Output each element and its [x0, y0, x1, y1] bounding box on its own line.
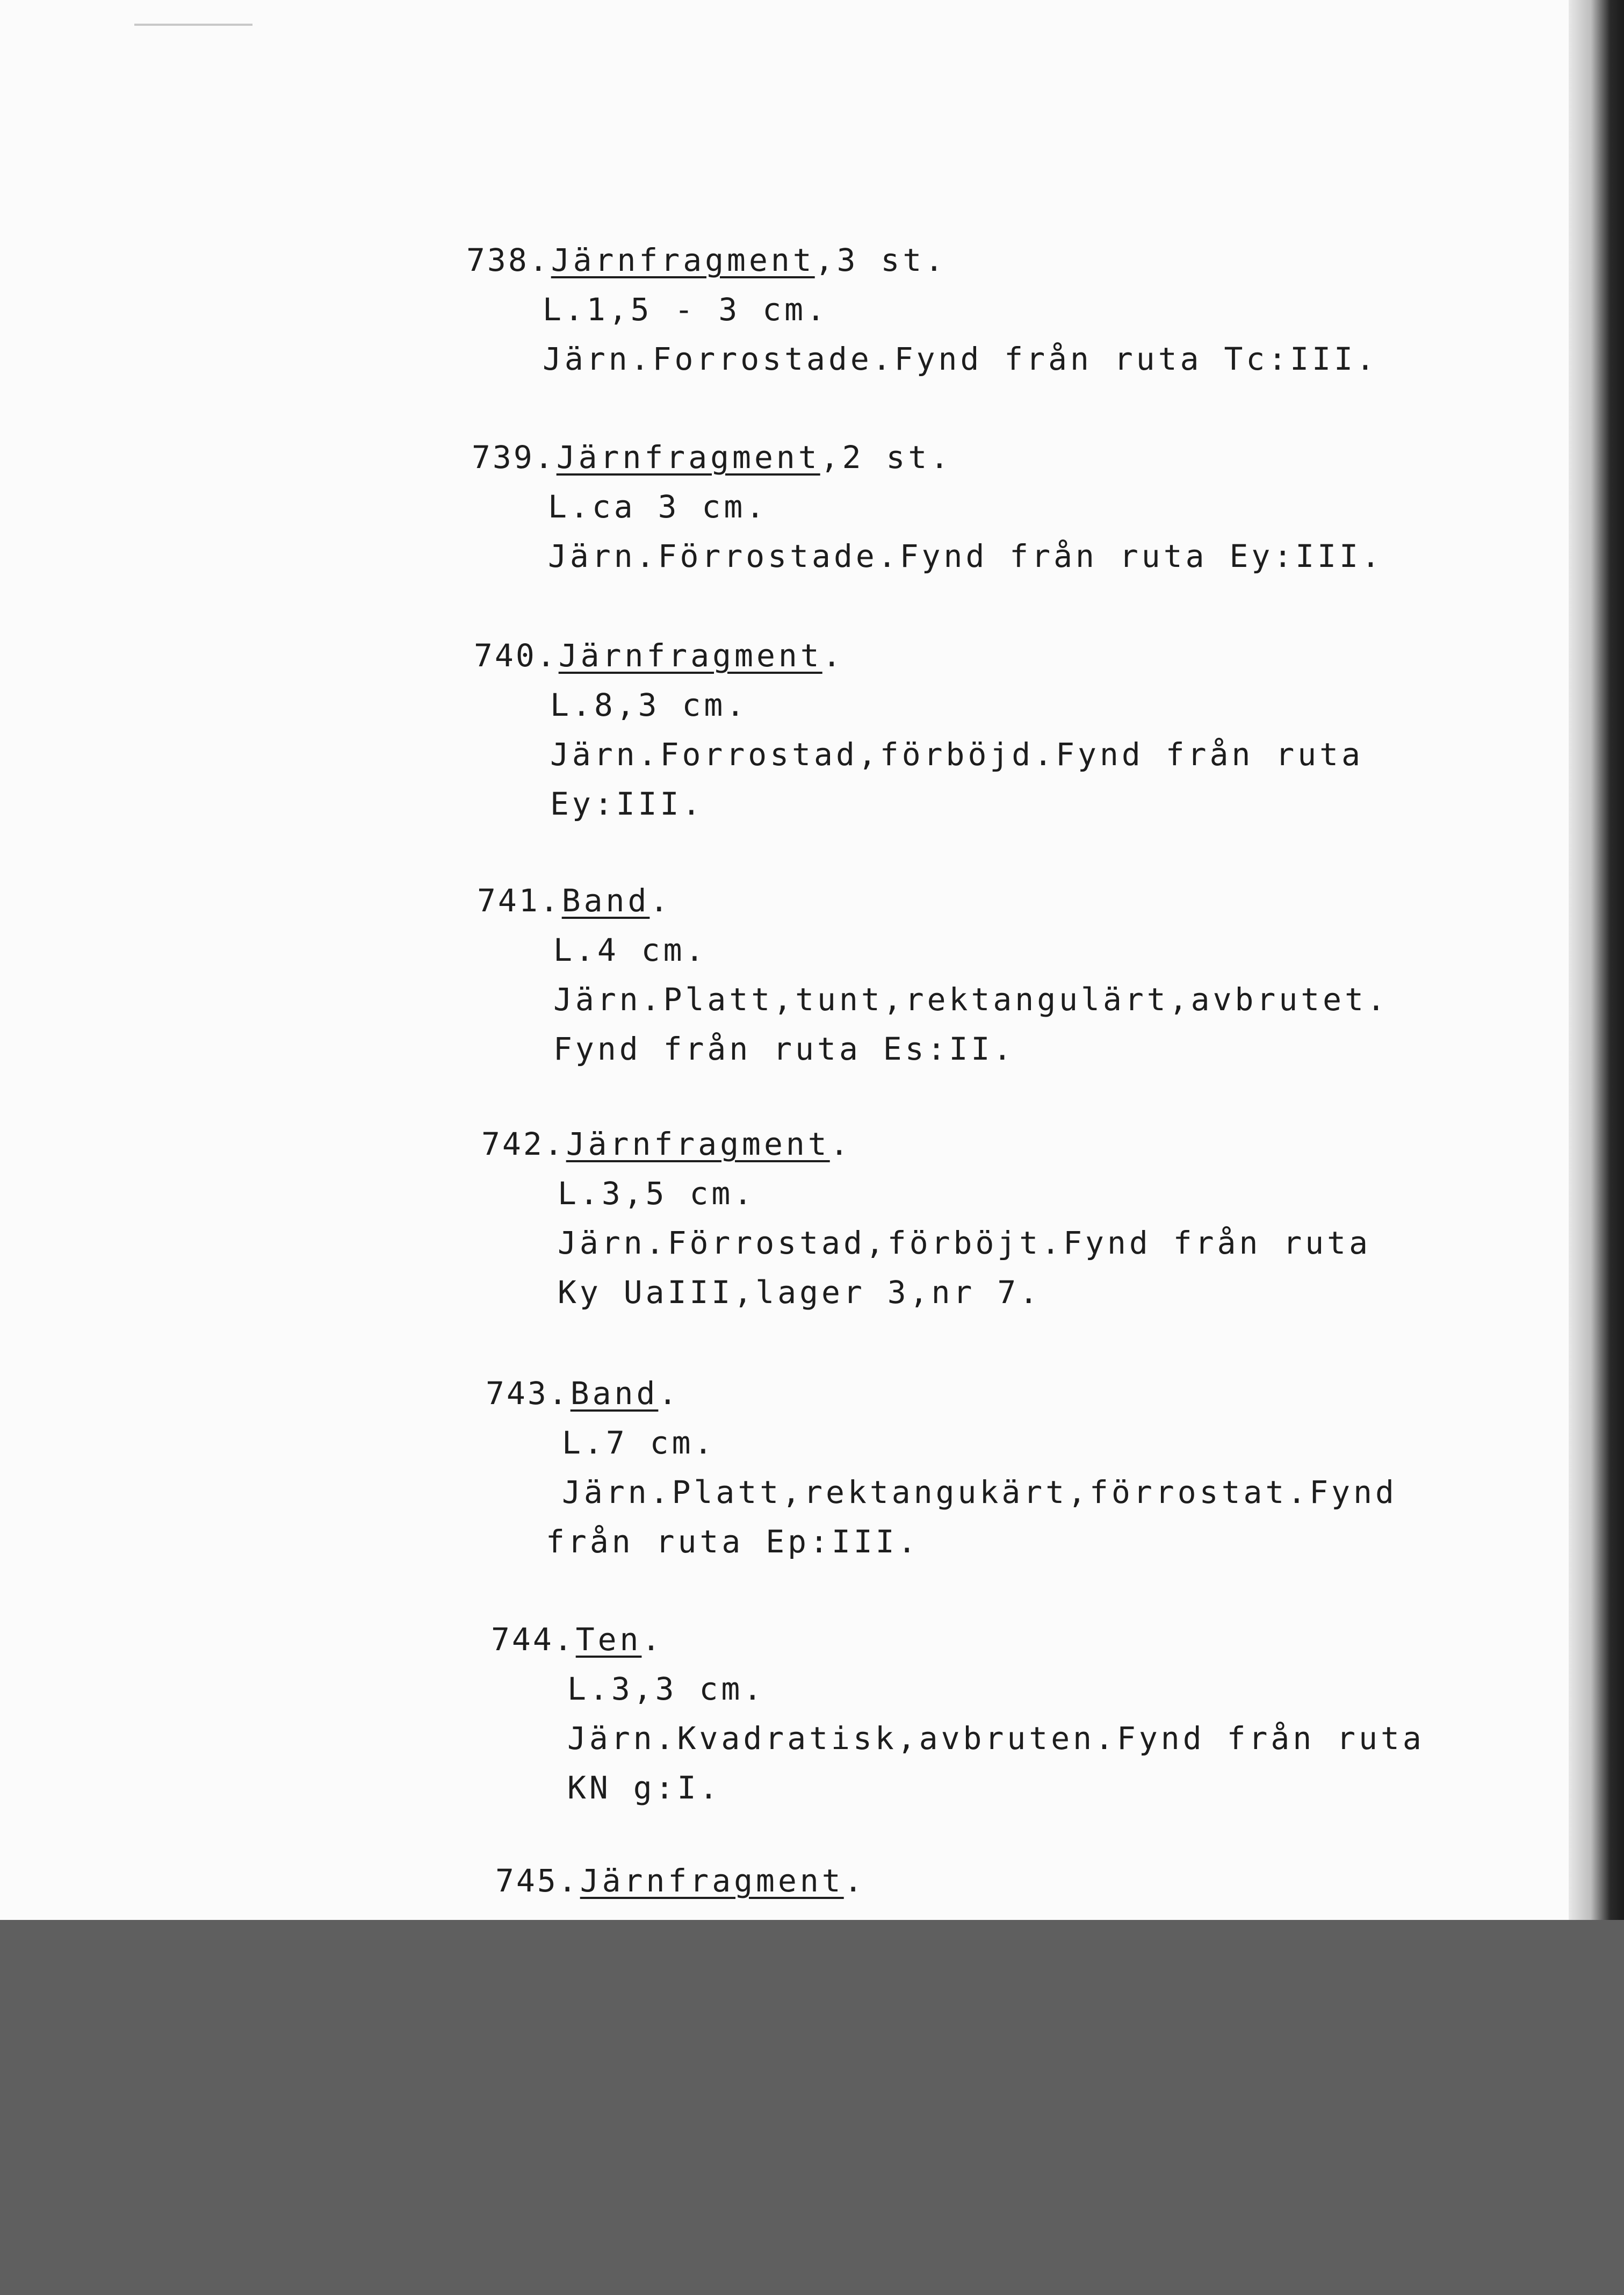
- entry-title: Järnfragment: [558, 637, 822, 674]
- entry-title: Band: [570, 1375, 659, 1412]
- catalog-entry-741: [477, 876, 1389, 1074]
- entry-line: L.4 cm.: [553, 932, 708, 968]
- catalog-entry-740: [474, 631, 1363, 829]
- catalog-entry-743: [486, 1369, 1397, 1566]
- entry-title-suffix: .: [843, 1862, 866, 1899]
- entry-heading: 744.Ten.: [491, 1621, 664, 1658]
- entry-line: Fynd från ruta Es:II.: [553, 1031, 1015, 1067]
- entry-title-suffix: .: [822, 637, 845, 674]
- entry-number: 741: [477, 882, 540, 919]
- entry-title: Ten: [575, 1621, 642, 1658]
- entry-line: L.1,5 - 3 cm.: [543, 291, 828, 328]
- entry-title: Järnfragment: [556, 439, 820, 476]
- entry-number: 738: [466, 242, 529, 278]
- entry-number: 742: [481, 1126, 544, 1162]
- entry-number: 745: [495, 1862, 558, 1899]
- entry-line: L.8,3 cm.: [550, 687, 748, 723]
- entry-number: 743: [486, 1375, 548, 1412]
- entry-heading: 743.Band.: [486, 1375, 681, 1412]
- catalog-entry-742: [481, 1119, 1371, 1317]
- entry-number: 740: [474, 637, 537, 674]
- entry-title-suffix: .: [649, 882, 672, 919]
- entry-line: Ey:III.: [550, 786, 704, 822]
- entry-title-suffix: .: [658, 1375, 681, 1412]
- entry-line: Järn.Förrostade.Fynd från ruta Ey:III.: [548, 538, 1383, 574]
- entry-title-suffix: .: [641, 1621, 664, 1658]
- entry-title: Järnfragment: [580, 1862, 844, 1899]
- entry-line: L.7 cm.: [562, 1425, 716, 1461]
- entry-line: från ruta Ep:III.: [546, 1523, 920, 1560]
- entry-line: L.3,5 cm.: [558, 1175, 756, 1212]
- entry-heading: 742.Järnfragment.: [481, 1126, 852, 1162]
- entry-heading: 739.Järnfragment,2 st.: [472, 439, 952, 476]
- entry-title-suffix: ,3 st.: [814, 242, 947, 278]
- entry-line: L.ca 3 cm.: [548, 488, 768, 525]
- entry-line: Järn.Kvadratisk,avbruten.Fynd från ruta: [567, 1720, 1425, 1757]
- scanner-background: [0, 1920, 1624, 2295]
- entry-title-suffix: .: [829, 1126, 852, 1162]
- entry-number: 739: [472, 439, 535, 476]
- entry-title: Järnfragment: [566, 1126, 830, 1162]
- entry-line: KN g:I.: [567, 1769, 721, 1806]
- entry-line: Järn.Platt,tunt,rektangulärt,avbrutet.: [553, 981, 1389, 1018]
- entry-title-suffix: ,2 st.: [820, 439, 952, 476]
- catalog-entry-738: [466, 235, 1378, 384]
- entry-line: Järn.Forrostade.Fynd från ruta Tc:III.: [543, 341, 1378, 377]
- entry-heading: 738.Järnfragment,3 st.: [466, 242, 947, 278]
- entry-heading: 740.Järnfragment.: [474, 637, 845, 674]
- entry-heading: 741.Band.: [477, 882, 672, 919]
- entry-line: Järn.Platt,rektangukärt,förrostat.Fynd: [562, 1474, 1397, 1510]
- catalog-entry-744: [491, 1615, 1425, 1812]
- catalog-entry-739: [472, 433, 1383, 581]
- entry-line: Järn.Förrostad,förböjt.Fynd från ruta: [558, 1225, 1372, 1261]
- entry-number: 744: [491, 1621, 554, 1658]
- entry-line: Järn.Forrostad,förböjd.Fynd från ruta: [550, 736, 1364, 773]
- entry-heading: 745.Järnfragment.: [495, 1862, 866, 1899]
- entry-line: Ky UaIII,lager 3,nr 7.: [558, 1274, 1042, 1311]
- entry-title: Järnfragment: [551, 242, 815, 278]
- catalog-entry-745: [495, 1856, 866, 1905]
- entry-title: Band: [561, 882, 650, 919]
- entry-line: L.3,3 cm.: [567, 1671, 766, 1707]
